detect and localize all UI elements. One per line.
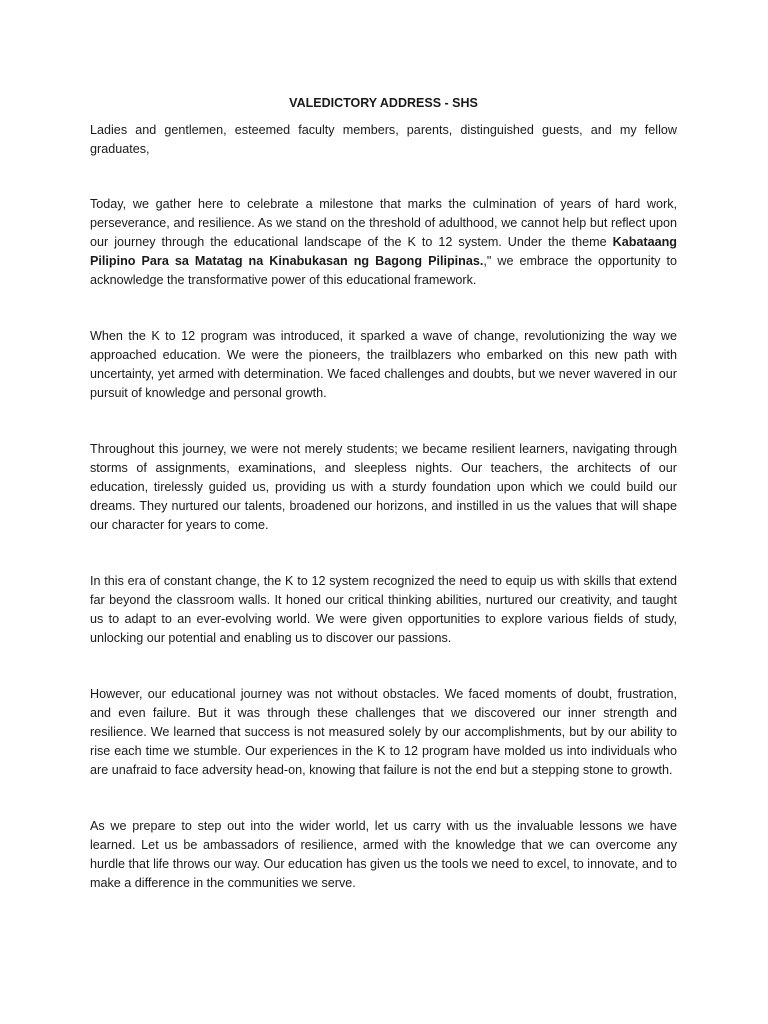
paragraph-today-we-gather: [90, 195, 677, 290]
paragraph-wider-world: As we prepare to step out into the wider world, let us carry with us the invaluable lessons we have learned. Let us be ambassadors of resilience, armed with the knowledge that we can overcome any hurdle that life throws our way. Our education has given us the tools we need to excel, to innovate, and to make a difference in the communities we serve.: [90, 819, 677, 890]
salutation-paragraph: Ladies and gentlemen, esteemed faculty members, parents, distinguished guests, and my fellow graduates,: [90, 123, 677, 156]
paragraph-text: Today, we gather here to celebrate a milestone that marks the culmination of years of hard work, perseverance, and resilience. As we stand on the threshold of adulthood, we cannot help but reflect upon our journey through the educational landscape of the K to 12 system. Under the theme: [90, 197, 677, 249]
paragraph-text: ," we embrace the opportunity to acknowledge the transformative power of this educational framework.: [90, 254, 677, 287]
paragraph-k12-introduced: When the K to 12 program was introduced, it sparked a wave of change, revolutionizing the way we approached education. We were the pioneers, the trailblazers who embarked on this new path with uncertainty, yet armed with determination. We faced challenges and doubts, but we never wavered in our pursuit of knowledge and personal growth.: [90, 329, 677, 400]
document-page: [90, 94, 677, 893]
paragraph-obstacles: However, our educational journey was not without obstacles. We faced moments of doubt, frustration, and even failure. But it was through these challenges that we discovered our inner strength and resilience. We learned that success is not measured solely by our accomplishments, but by our ability to rise each time we stumble. Our experiences in the K to 12 program have molded us into individuals who are unafraid to face adversity head-on, knowing that failure is not the end but a stepping stone to growth.: [90, 687, 677, 777]
theme-text: Kabataang Pilipino Para sa Matatag na Kinabukasan ng Bagong Pilipinas.: [90, 235, 677, 268]
paragraph-throughout-journey: Throughout this journey, we were not merely students; we became resilient learners, navigating through storms of assignments, examinations, and sleepless nights. Our teachers, the architects of our education, tirelessly guided us, providing us with a sturdy foundation upon which we could build our dreams. They nurtured our talents, broadened our horizons, and instilled in us the values that will shape our character for years to come.: [90, 442, 677, 532]
document-title: VALEDICTORY ADDRESS - SHS: [289, 96, 478, 110]
paragraph-era-of-change: In this era of constant change, the K to 12 system recognized the need to equip us with skills that extend far beyond the classroom walls. It honed our critical thinking abilities, nurtured our creativity, and taught us to adapt to an ever-evolving world. We were given opportunities to explore various fields of study, unlocking our potential and enabling us to discover our passions.: [90, 574, 677, 645]
